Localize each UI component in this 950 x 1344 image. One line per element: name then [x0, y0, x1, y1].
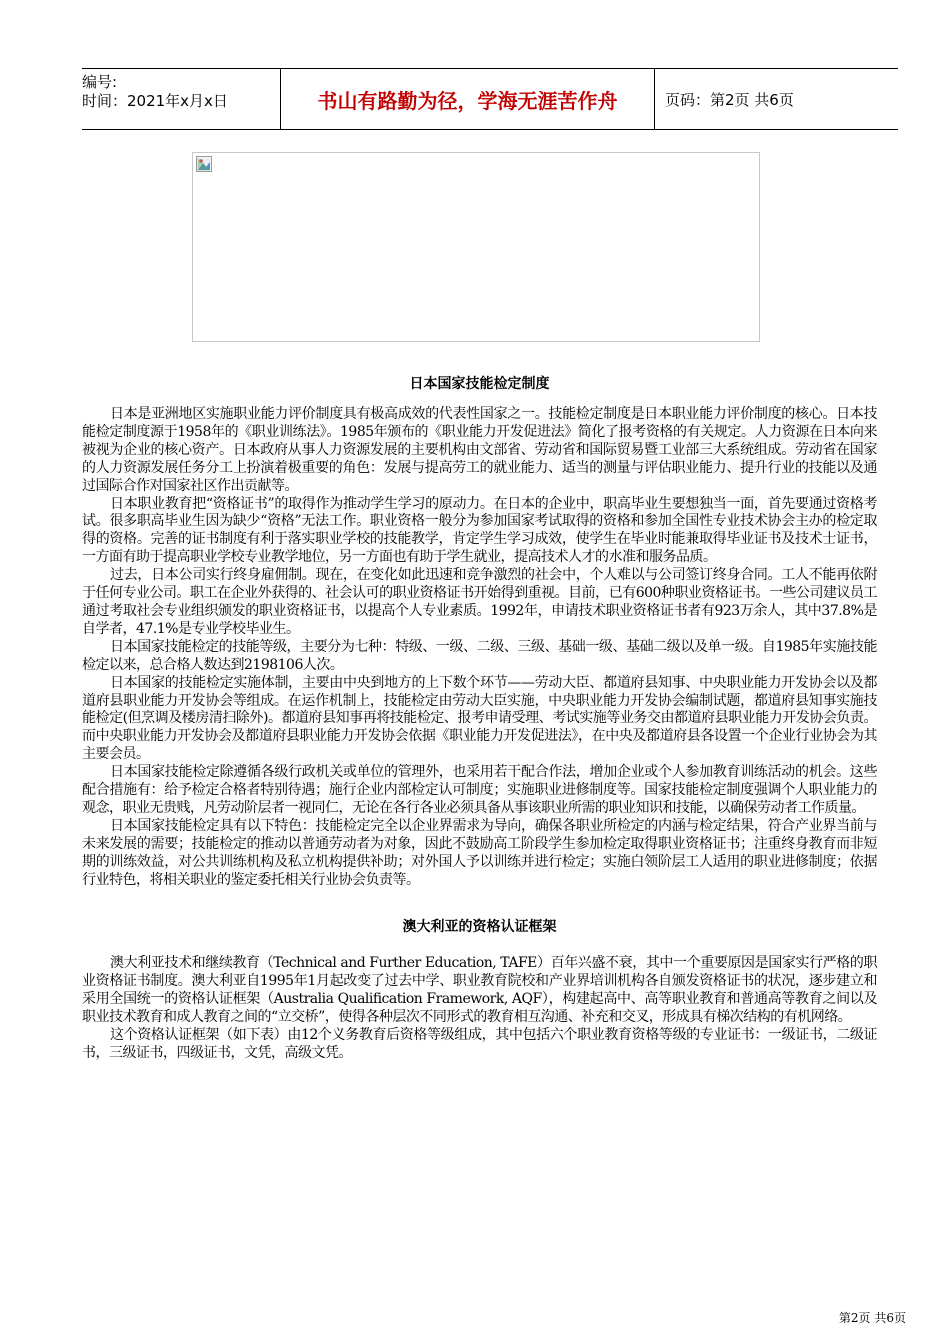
paragraph: 日本国家技能检定的技能等级，主要分为七种：特级、一级、二级、三级、基础一级、基础二级以及单一级。自1985年实施技能检定以来，总合格人数达到2198106人次。 [82, 638, 877, 673]
document-body [82, 374, 877, 1063]
section-title-australia: 澳大利亚的资格认证框架 [402, 919, 557, 936]
paragraph: 过去，日本公司实行终身雇佣制。现在，在变化如此迅速和竞争激烈的社会中，个人难以与公司签订终身合同。工人不能再依附于任何专业公司。职工在企业外获得的、社会认可的职业资格证书开始得到重视。目前，已有600种职业资格证书。一些公司建议员工通过考取社会专业组织颁发的职业资格证书，以提高个人专业素质。1992年，申请技术职业资格证书者有923万余人，其中37.8%是自学者，47.1%是专业学校毕业生。 [82, 567, 877, 637]
paragraph: 日本国家技能检定除遵循各级行政机关或单位的管理外，也采用若干配合作法，增加企业或个人参加教育训练活动的机会。这些配合措施有：给予检定合格者特别待遇；施行企业内部检定认可制度；实施职业进修制度等。国家技能检定制度强调个人职业能力的观念，职业无贵贱，凡劳动阶层者一视同仁，无论在各行各业必须具备从事该职业所需的职业知识和技能，以确保劳动者工作质量。 [82, 764, 877, 816]
header-page-label: 页码：第2页 共6页 [665, 90, 794, 109]
page-header [82, 68, 898, 130]
broken-image-icon [196, 156, 212, 172]
number-label: 编号: [82, 73, 118, 91]
page-footer: 第2页 共6页 [838, 1311, 906, 1325]
paragraph: 日本是亚洲地区实施职业能力评价制度具有极高成效的代表性国家之一。技能检定制度是日本职业能力评价制度的核心。日本技能检定制度源于1958年的《职业训练法》。1985年颁布的《职业能力开发促进法》简化了报考资格的有关规定。人力资源在日本向来被视为企业的核心资产。日本政府从事人力资源发展的主要机构由文部省、劳动省和国际贸易暨工业部三大系统组成。劳动省在国家的人力资源发展任务分工上扮演着极重要的角色：发展与提高劳工的就业能力、适当的测量与评估职业能力、提升行业的技能以及通过国际合作对国家社区作出贡献等。 [82, 406, 877, 494]
paragraph: 日本国家的技能检定实施体制，主要由中央到地方的上下数个环节——劳动大臣、都道府县知事、中央职业能力开发协会以及都道府县职业能力开发协会等组成。在运作机制上，技能检定由劳动大臣实施，中央职业能力开发协会编制试题，都道府县知事实施技能检定(但烹调及楼房清扫除外)。都道府县知事再将技能检定、报考申请受理、考试实施等业务交由都道府县职业能力开发协会负责。而中央职业能力开发协会及都道府县职业能力开发协会依据《职业能力开发促进法》，在中央及都道府县各设置一个企业行业协会为其主要会员。 [82, 674, 877, 763]
paragraph: 日本国家技能检定具有以下特色：技能检定完全以企业界需求为导向，确保各职业所检定的内涵与检定结果，符合产业界当前与未来发展的需要；技能检定的推动以普通劳动者为对象，因此不鼓励高工阶段学生参加检定取得职业资格证书；注重终身教育而非短期的训练效益，对公共训练机构及私立机构提供补助；对外国人予以训练并进行检定；实施白领阶层工人适用的职业进修制度；依据行业特色，将相关职业的鉴定委托相关行业协会负责等。 [82, 817, 877, 888]
broken-image-placeholder [192, 152, 760, 342]
paragraph: 这个资格认证框架（如下表）由12个义务教育后资格等级组成，其中包括六个职业教育资格等级的专业证书：一级证书，二级证书，三级证书，四级证书，文凭，高级文凭。 [82, 1027, 877, 1061]
time-label: 时间：2021年x月x日 [82, 92, 228, 110]
header-motto: 书山有路勤为径，学海无涯苦作舟 [281, 69, 655, 129]
header-meta [82, 69, 281, 129]
section-title-japan: 日本国家技能检定制度 [409, 376, 550, 392]
paragraph: 澳大利亚技术和继续教育（Technical and Further Education, TAFE）百年兴盛不衰，其中一个重要原因是国家实行严格的职业资格证书制度。澳大利亚自1995年1月起改变了过去中学、职业教育院校和产业界培训机构各自颁发资格证书的状况，逐步建立和采用全国统一的资格认证框架（Australia Qualification Framework, AQF），构建起高中、高等职业教育和普通高等教育之间以及职业技术教育和成人教育之间的“立交桥”，使得各种层次不同形式的教育相互沟通、补充和交叉，形成具有梯次结构的有机网络。 [82, 955, 877, 1026]
paragraph: 日本职业教育把“资格证书”的取得作为推动学生学习的原动力。在日本的企业中，职高毕业生要想独当一面，首先要通过资格考试。很多职高毕业生因为缺少“资格”无法工作。职业资格一般分为参加国家考试取得的资格和参加全国性专业技术协会主办的检定取得的资格。完善的证书制度有利于落实职业学校的技能教学，肯定学生学习成效，使学生在毕业时能兼取得毕业证书及技术士证书，一方面有助于提高职业学校专业教学地位，另一方面也有助于学生就业，提高技术人才的水准和服务品质。 [82, 495, 877, 566]
